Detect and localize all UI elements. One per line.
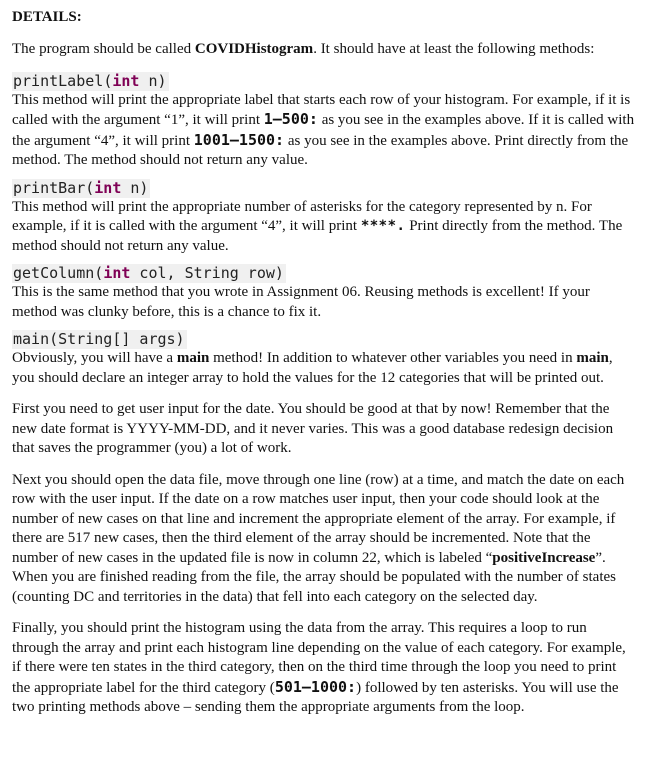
- paragraph-date-input: First you need to get user input for the date. You should be good at that by now! Remember that the new date format is YYYY-MM-DD, and it never varies. This was a good database redesign decision that saves the programmer (you) a lot of work.: [12, 401, 614, 456]
- main-description: Obviously, you will have a main method! In addition to whatever other variables you need in main, you should declare an integer array to hold the values for the 12 categories that will be printed out.: [12, 350, 613, 386]
- printbar-description: This method will print the appropriate number of asterisks for the category represented by n. For example, if it is called with the argument “4”, it will print ****. Print directly from the method. The method should not return any value.: [12, 198, 623, 254]
- main-signature: main(String[] args): [13, 330, 185, 348]
- paragraph-print-histogram: Finally, you should print the histogram using the data from the array. This requires a loop to run through the array and print each histogram line depending on the value of each category. For example, if there were ten states in the third category, then on the third time through the loop you need to print the appropriate label for the third category (501–1000:) followed by ten asterisks. You will use the two printing methods above – sending them the appropriate arguments from the loop.: [12, 620, 626, 715]
- label-example-4: 1001–1500:: [193, 130, 285, 149]
- getcolumn-signature: getColumn(int col, String row): [13, 264, 284, 282]
- paragraph-read-file: Next you should open the data file, move through one line (row) at a time, and match the date on each row with the user input. If the date on a row matches user input, then your code should look at the number of new cases on that line and increment the appropriate element of the array. For example, if there are 517 new cases, then the third element of the array should be incremented. Note that the number of new cases in the updated file is now in column 22, which is labeled “positiveIncrease”. When you are finished reading from the file, the array should be populated with the number of states (counting DC and territories in the data) that fell into each category on the selected day.: [12, 471, 625, 605]
- label-example-1: 1–500:: [263, 110, 318, 128]
- program-name: COVIDHistogram: [194, 41, 314, 57]
- printlabel-signature: printLabel(int n): [13, 71, 167, 90]
- section-heading: DETAILS:: [12, 9, 82, 25]
- column-name: positiveIncrease: [492, 549, 596, 566]
- label-example-3: 501–1000:: [274, 677, 357, 696]
- intro-paragraph: The program should be called COVIDHistogram. It should have at least the following methods:: [12, 41, 595, 57]
- method-main: [12, 330, 635, 388]
- method-getcolumn: [12, 264, 635, 322]
- printlabel-description: This method will print the appropriate label that starts each row of your histogram. For example, if it is called with the argument “1”, it will print 1–500: as you see in the examples above. If it is called with the argument “4”, it will print 1001–1500: as you see in the examples above. Print directly from the method. The method should not return any value.: [12, 91, 635, 168]
- bar-example: ****.: [360, 218, 406, 234]
- method-printlabel: [12, 72, 635, 171]
- getcolumn-description: This is the same method that you wrote in Assignment 06. Reusing methods is excellent! If your method was clunky before, this is a chance to fix it.: [12, 284, 590, 320]
- method-printbar: [12, 179, 635, 257]
- printbar-signature: printBar(int n): [13, 178, 149, 197]
